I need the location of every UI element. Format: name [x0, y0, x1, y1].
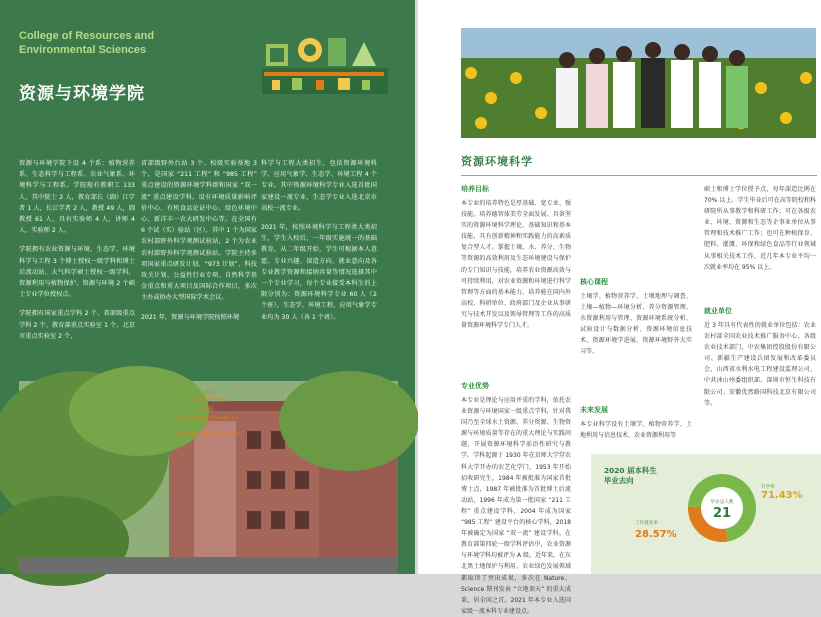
intro-paragraph: 学院拥有国家重点学科 2 个、省部级重点学科 2 个、教育部重点实验室 1 个、北京市重点实验室 2 个、	[19, 310, 135, 340]
advantage-section-text: 本专业是理论与应用并重的学科，依托农业资源与环境国家一级重点学科，针对我国乃至全球水土资源、养分资源、生物资源与环境质量等存在的重大理论与实践问题，开展资源环境科学前沿性研究与教学。学科起源于 1930 年在京师大学堂农科大学开办的农艺化学门，1953 年开始招收研究生，1984 年被批准为国家首批博士点，1987 年被批准为首批博士后流动站，1996 年成为第一批国家 “211 工程” 重点建设学科，2004 年成为国家 “985 工程” 建设平台的核心学科，2018 年被确定为国家 “双一流” 建设学科。在教育部第四轮一级学科评估中，农业资源与环境学科均被评为 A 级。近年来，在东北黑土地保护与利用、农业绿色发展领域都取得了突出成果，多次在 Nature、Science 期刊发表 “立地顶天” 的重大成果，居全国之首。2021 年本专业入选国家级一流本科专业建设点。	[461, 397, 571, 615]
phone-number[interactable]: 010-62733372	[188, 398, 229, 405]
total-graduates-label: 毕业总人数	[710, 500, 734, 505]
outcome-title	[604, 466, 657, 486]
phone-label: 电话	[203, 390, 214, 396]
intro-paragraph: 科学与工程大类招生，包括资源环境科学、应用气象学、生态学、环境工程 4 个专业。其中资源环境科学专业入选首批国家建设一流专业，生态学专业入选北京市高校一流专业。	[261, 160, 377, 212]
intro-paragraph: 资源与环境学院下设 4 个系：植物营养系、生态科学与工程系、农业气象系、环境科学与工程系。学院现有教职工 133 人，其中院士 2 人，教育部长（副）江学者 1 人，长江学者 2 人，教授 49 人，副教授 61 人，具有实验师 4 人，讲师 4 人，实验师 2 人。	[19, 160, 135, 235]
outcome-title-line1: 2020 届本科生	[604, 466, 657, 475]
total-graduates-value: 21	[712, 506, 732, 521]
advantage-section-title: 专业优势	[461, 382, 489, 390]
group-photo-illustration	[461, 28, 816, 138]
contact-info	[19, 389, 398, 439]
intro-paragraph: 2021 年，资源与环境学院按照环境	[141, 313, 240, 321]
future-section-title: 未来发展	[580, 406, 608, 414]
further-study-rate-label: 升学率	[761, 485, 775, 490]
graduate-outcome-donut-chart	[682, 468, 762, 548]
email-address[interactable]: zihuanyb@cau.edu.cn	[178, 414, 239, 421]
intro-column-3	[261, 158, 377, 331]
email-label: 邮箱	[203, 406, 214, 413]
goal-section-text: 本专业的培养特色是厚基础、宽专业、强技能。培养德智体美劳全面发展、具备坚实的资源环境科学理论、基础知识和基本技能，具有创新精神和实践能力的高素质复合型人才。掌握土壤、水、养分、生物等资源的高效利用及生态环境建设与保护的专门知识与技能，培养农业资源高效与可持续利用，对农业资源和环境进行科学管理等方面的基本能力。培养能在国内外高校、科研单位、政府部门及企业从事研究与技术开发以及领导管理等工作的高质量资源环境科学专门人才。	[461, 200, 571, 330]
heading-divider	[461, 175, 817, 176]
intro-paragraph: 学院拥有农业资源与环境、生态学、环境科学与工程 3 个博士授权一级学科和博士后流动站，大气科学硕士授权一级学科，资源利用与植物保护、资源与环境 2 个硕士专业学位授权点。	[19, 246, 135, 299]
future-section-text: 本专业科学设有土壤学、植物营养学、土地利用与信息技术、农业资源利用等	[580, 421, 692, 440]
left-page	[0, 0, 415, 574]
employment-section-title: 就业单位	[704, 307, 732, 315]
intro-paragraph: 2021 年，按照环境科学与工程类大类招生，学生入校后，一年级实施统一的基础教育，从二年级开始，学生可根据本人意愿、专业兴趣、深造方向、就业意向及各专业教学资源和接纳容量等情况选择其中一个专业学习，每个专业接受本科生的上限分别为：资源环境科学专业 60 人（2 个班），生态学、环境工程、应用气象学专业均为 30 人（各 1 个班）。	[261, 224, 377, 321]
intro-column-1	[19, 158, 135, 350]
employment-rate-label: 工作就业率	[635, 521, 658, 526]
campus-building-photo	[19, 381, 398, 574]
core-courses-section-title: 核心课程	[580, 278, 608, 286]
right-page	[418, 0, 821, 615]
college-name-en: College of Resources and Environmental Sciences	[19, 30, 155, 56]
website-label: 网址	[203, 423, 214, 430]
decorative-landscape-illustration	[262, 34, 388, 94]
college-name-cn: 资源与环境学院	[19, 84, 145, 104]
employment-rate-value: 28.57%	[635, 529, 677, 540]
intro-column-2	[141, 158, 257, 331]
students-sunflower-field-photo	[461, 28, 816, 138]
graduate-outcome-box	[591, 454, 821, 574]
graduate-study-text: 硕士和博士学位授予点，每年深造比例在 70% 以上。学生毕业后可在高等院校和科研院所从事教学和科研工作；可在各级农业、环境、资源和生态等企事业单位从事管理和技术推广工作；也可在种植保育、肥料、灌溉、环保和绿色食品等行业领域从事相关技术工作，近几年本专业平均一次就业率均在 95% 以上。	[704, 186, 816, 271]
intro-paragraph: 省部级野外台站 3 个、校级实验基地 3 个，是国家 “211 工程” 和 “985 工程” 重点建设的资源环境学科群和国家 “双一流” 重点建设学科。设有环境质量影响评价中心、有机食品论证中心、绿色环境中心、新洋丰一农大研发中心等。在全国有 6 个试（实）验站（区），其中 1 个为国家农村部野外科学观测试验站，2 个为农业农村部野外科学观测试验站。学院主持多项国家重点研发计划、“973 计划”、科技攻关计划、公益性行业专项、自然科学基金重点和重大项目及国际合作项目，多次主办或协办大型国际学术会议。	[141, 160, 257, 302]
core-courses-section-text: 土壤学、植物营养学、土壤地理与调查、土壤—植物—环境分析、养分资源管理、水资源利用与管理、资源环境系统分析、试验设计与数据分析、资源环境信息技术、资源环境学进展、资源环境野外大实习等。	[580, 293, 692, 356]
outcome-title-line2: 毕业去向	[604, 476, 634, 485]
major-heading: 资源环境科学	[461, 155, 533, 168]
goal-section-title: 培养目标	[461, 185, 489, 193]
website-link[interactable]: http://zihuan.cau.edu.cn/	[174, 431, 243, 438]
further-study-rate-value: 71.43%	[761, 490, 803, 501]
employment-section-text: 近 3 年具有代表性的就业单位包括：农业农村部全国农业技术推广服务中心、各级农业技术部门、中农集团控股股份有限公司、新疆生产建设兵团发展和改革委员会、山西省水利水电工程建设监理公司、中共涞山州委组织部、深圳市恒生科技有限公司、安徽优然路国科技北京有限公司等。	[704, 322, 816, 407]
